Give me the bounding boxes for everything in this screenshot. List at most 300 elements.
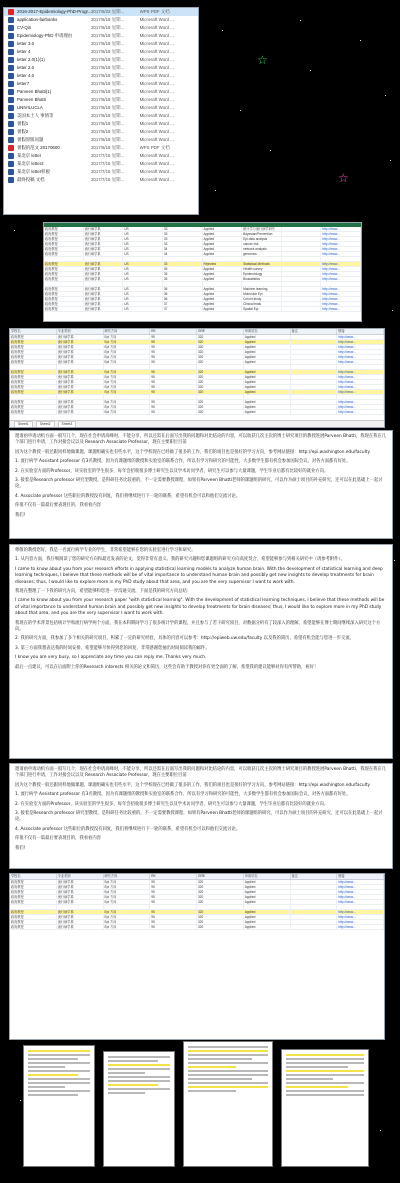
table-cell: 流行病学系 bbox=[57, 880, 104, 884]
table-cell: Epi 方向 bbox=[104, 400, 151, 404]
table-cell bbox=[244, 395, 291, 399]
table-cell: 政府教授 bbox=[10, 385, 57, 389]
table-cell: 政府教授 bbox=[10, 375, 57, 379]
table-cell: http://www... bbox=[321, 292, 361, 296]
table-cell bbox=[282, 292, 322, 296]
document-paragraph: 1. 流行病学 Assistant professor 有3名教授，因为有课题组的教授和实验室的联系合作，所以有学习和研究的可能性，大多数学生都有机会参加国际会议，对各方面都有好处。 bbox=[15, 459, 351, 465]
file-type: Microsoft Word ... bbox=[139, 57, 174, 62]
file-date: 2017/6/19 星期... bbox=[90, 57, 125, 62]
table-cell: 95 bbox=[150, 385, 197, 389]
word-file-icon bbox=[8, 137, 14, 143]
file-name: letter 2.0(1)(1) bbox=[17, 57, 45, 62]
file-type: Microsoft Word ... bbox=[139, 97, 174, 102]
table-cell: 流行病学系 bbox=[84, 242, 124, 246]
document-paragraph: 因为这个教授一般还跟同样地做课题，课题组确实也有些水平，这个学校现在已经做了很多的工作，我们的项目也是很好的学习方向，参考网站链接：http://epi.washington.edu/faculty bbox=[15, 449, 371, 455]
table-cell: 95 bbox=[150, 380, 197, 384]
table-cell: 33 bbox=[163, 237, 203, 241]
file-row[interactable] bbox=[4, 136, 198, 144]
table-cell: 政府教授 bbox=[44, 287, 84, 291]
table-cell: 33 bbox=[163, 227, 203, 231]
table-cell: Epi 方向 bbox=[104, 390, 151, 394]
table-cell: 320 bbox=[197, 360, 244, 364]
table-cell: 政府教授 bbox=[44, 227, 84, 231]
table-cell: Applied bbox=[244, 355, 291, 359]
thumbnail-2 bbox=[104, 1052, 174, 1166]
sheet-tab[interactable]: Sheet3 bbox=[58, 421, 77, 428]
table-cell: 流行病学系 bbox=[84, 297, 124, 301]
file-row[interactable] bbox=[4, 96, 198, 104]
table-cell: 政府教授 bbox=[10, 370, 57, 374]
table-cell bbox=[123, 257, 163, 261]
document-paragraph: 3. 接着是Research professor 研究型教授，是科研任务比较重的，不一定需要教授课程，如果有Parveen Bhatti老师的课题组的研究，可以作为硕士项目的补充研究，还可以在此基础上一起讨论。 bbox=[15, 478, 383, 490]
file-date: 2017/6/19 星期... bbox=[90, 137, 125, 142]
document-panel-1 bbox=[10, 431, 392, 538]
table-cell: http://www... bbox=[337, 360, 384, 364]
table-cell: 流行病学系 bbox=[84, 302, 124, 306]
table-cell bbox=[282, 272, 322, 276]
table-cell bbox=[291, 925, 338, 929]
table-cell bbox=[57, 365, 104, 369]
table-cell: 95 bbox=[150, 925, 197, 929]
file-row[interactable] bbox=[4, 40, 198, 48]
table-cell: 政府教授 bbox=[10, 880, 57, 884]
table-cell: Applied bbox=[203, 297, 243, 301]
table-cell: 流行病学系 bbox=[57, 410, 104, 414]
table-cell: Applied bbox=[244, 390, 291, 394]
file-name: 某北京 letter样板 bbox=[17, 169, 50, 174]
file-name: 某北京 letter bbox=[17, 153, 42, 158]
table-cell: 95 bbox=[150, 350, 197, 354]
table-cell: 320 bbox=[197, 920, 244, 924]
table-cell bbox=[291, 335, 338, 339]
table-cell bbox=[150, 395, 197, 399]
table-cell: 320 bbox=[197, 355, 244, 359]
table-cell: 95 bbox=[150, 890, 197, 894]
table-cell bbox=[163, 282, 203, 286]
table-cell: US bbox=[123, 247, 163, 251]
file-type: Microsoft Word ... bbox=[139, 25, 174, 30]
table-cell: 35 bbox=[163, 272, 203, 276]
table-cell bbox=[337, 395, 384, 399]
table-cell: 政府教授 bbox=[10, 910, 57, 914]
table-cell bbox=[291, 355, 338, 359]
table-cell: Epi 方向 bbox=[104, 375, 151, 379]
table-cell: http://www... bbox=[337, 410, 384, 414]
spreadsheet-panel-3 bbox=[10, 874, 384, 1039]
table-cell: http://www... bbox=[321, 287, 361, 291]
table-cell: http://www... bbox=[337, 345, 384, 349]
table-cell: http://www... bbox=[337, 355, 384, 359]
table-cell: http://www... bbox=[321, 237, 361, 241]
table-cell: US bbox=[123, 237, 163, 241]
table-cell bbox=[84, 257, 124, 261]
table-cell: 政府教授 bbox=[44, 307, 84, 311]
document-paragraph: 我现在的学术背景包括统计学和流行病学两个方面，我在本科期间学习了很多统计学的课程，并且参与了若干研究项目，对数据分析有了较深入的理解，希望能够在博士期间继续深入研究这个方向。 bbox=[15, 620, 381, 633]
file-name: 某北京 letter2 bbox=[17, 161, 44, 166]
file-type: Microsoft Word ... bbox=[139, 65, 174, 70]
file-row[interactable] bbox=[4, 160, 198, 168]
thumbnail-3 bbox=[184, 1042, 272, 1166]
table-cell: Applied bbox=[203, 287, 243, 291]
table-cell: 政府教授 bbox=[10, 360, 57, 364]
word-file-icon bbox=[8, 81, 14, 87]
green-star-icon: ☆ bbox=[257, 53, 268, 67]
table-cell: Health survey bbox=[242, 267, 282, 271]
table-cell bbox=[291, 360, 338, 364]
file-name: CV-Qin bbox=[17, 25, 32, 30]
file-type: Microsoft Word ... bbox=[139, 89, 174, 94]
table-cell: Epi 方向 bbox=[104, 890, 151, 894]
file-date: 2017/6/19 星期... bbox=[90, 73, 125, 78]
table-cell bbox=[282, 267, 322, 271]
table-cell: http://www... bbox=[337, 900, 384, 904]
file-type: Microsoft Word ... bbox=[139, 153, 174, 158]
table-cell: Epi 方向 bbox=[104, 345, 151, 349]
table-cell: US bbox=[123, 302, 163, 306]
table-cell: Epi 方向 bbox=[104, 335, 151, 339]
table-cell: 34 bbox=[163, 252, 203, 256]
table-cell bbox=[104, 905, 151, 909]
file-name: Parveen Bhatti(1) bbox=[17, 89, 52, 94]
table-cell: US bbox=[123, 227, 163, 231]
file-row[interactable] bbox=[4, 176, 198, 184]
table-cell: Applied bbox=[244, 400, 291, 404]
table-cell: 政府教授 bbox=[10, 390, 57, 394]
table-cell: Applied bbox=[244, 375, 291, 379]
table-cell bbox=[44, 257, 84, 261]
spreadsheet-panel-1 bbox=[44, 223, 361, 321]
table-cell: Epi data analysis bbox=[242, 237, 282, 241]
table-cell: Applied bbox=[203, 247, 243, 251]
table-cell: 35 bbox=[163, 277, 203, 281]
file-type: Microsoft Word ... bbox=[139, 169, 174, 174]
table-cell: 35 bbox=[163, 267, 203, 271]
file-row[interactable] bbox=[4, 72, 198, 80]
file-row[interactable] bbox=[4, 120, 198, 128]
file-date: 2017/7/16 星期... bbox=[90, 153, 125, 158]
document-paragraph: 你很不仅有一篇最后要表现目的，我看看内容 bbox=[15, 503, 101, 509]
table-cell: Applied bbox=[203, 227, 243, 231]
file-date: 2017/6/19 星期... bbox=[90, 113, 125, 118]
table-cell: http://www... bbox=[337, 375, 384, 379]
table-cell: Applied bbox=[244, 920, 291, 924]
table-cell: 流行病学系 bbox=[84, 227, 124, 231]
table-cell: 流行病学系 bbox=[84, 252, 124, 256]
document-panel-2 bbox=[10, 545, 392, 758]
document-panel-3 bbox=[10, 764, 392, 868]
table-cell: 流行病学系 bbox=[84, 262, 124, 266]
file-type: Microsoft Word ... bbox=[139, 121, 174, 126]
table-cell: 95 bbox=[150, 355, 197, 359]
sheet1-grid bbox=[44, 227, 361, 312]
document-paragraph: 我们! bbox=[15, 512, 26, 518]
file-name: UNIVILUCLA bbox=[17, 105, 43, 110]
file-row[interactable] bbox=[4, 128, 198, 136]
table-cell: US bbox=[123, 292, 163, 296]
file-name: 暑假1 bbox=[17, 121, 29, 126]
table-cell: 政府教授 bbox=[10, 900, 57, 904]
table-cell bbox=[291, 885, 338, 889]
table-cell: http://www... bbox=[321, 302, 361, 306]
file-date: 2017/6/19 星期... bbox=[90, 49, 125, 54]
file-date: 2017/6/19 星期... bbox=[90, 65, 125, 70]
table-cell: http://www... bbox=[337, 335, 384, 339]
table-cell: 95 bbox=[150, 920, 197, 924]
word-file-icon bbox=[8, 169, 14, 175]
table-cell: 95 bbox=[150, 345, 197, 349]
document-paragraph: 1. 从内容方面，我仔细阅读了您的研究方向和最近发表的论文，觉得非常有意义。我的研究兴趣和您课题组的研究方向高度契合，希望能够参与到相关研究中（请参考附件）。 bbox=[15, 557, 345, 563]
file-type: Microsoft Word ... bbox=[139, 33, 174, 38]
sheet2-grid bbox=[10, 335, 384, 415]
table-cell: Applied bbox=[203, 237, 243, 241]
table-cell: Applied bbox=[244, 915, 291, 919]
document-paragraph: 我们! bbox=[15, 845, 26, 851]
table-cell bbox=[291, 345, 338, 349]
file-row[interactable] bbox=[4, 8, 198, 16]
file-row[interactable] bbox=[4, 24, 198, 32]
table-cell: 95 bbox=[150, 405, 197, 409]
table-cell: 流行病学系 bbox=[57, 370, 104, 374]
file-type: Microsoft Word ... bbox=[139, 113, 174, 118]
table-cell: Epi 方向 bbox=[104, 885, 151, 889]
document-paragraph: 3. 接着是Research professor 研究型教授，是科研任务比较重的，不一定需要教授课程，如果有Parveen Bhatti老师的课题组的研究，可以作为硕士项目的补充研究，还可以在此基础上一起讨论。 bbox=[15, 811, 383, 823]
document-paragraph: 2. 我的研究方面，我参加了多个相关的研究项目，积累了一定的研究经验，具体的内容可以参考：http://epiweb.uw.edu/faculty 以及我的简历，希望有机会能与您进一步交流。 bbox=[15, 636, 354, 642]
table-cell: 流行病学系 bbox=[84, 237, 124, 241]
table-cell: Machine learning bbox=[242, 287, 282, 291]
table-cell: Epi 方向 bbox=[104, 380, 151, 384]
table-cell: 36 bbox=[163, 292, 203, 296]
word-file-icon bbox=[8, 65, 14, 71]
table-cell: 流行病学系 bbox=[57, 360, 104, 364]
table-cell: 流行病学系 bbox=[57, 345, 104, 349]
table-cell bbox=[282, 277, 322, 281]
table-cell bbox=[282, 282, 322, 286]
file-type: WPS PDF 文档 bbox=[139, 9, 170, 14]
table-cell bbox=[244, 365, 291, 369]
word-file-icon bbox=[8, 113, 14, 119]
table-cell bbox=[291, 910, 338, 914]
file-name: application-fairbanks bbox=[17, 17, 58, 22]
table-cell: 政府教授 bbox=[44, 262, 84, 266]
table-cell: http://www... bbox=[321, 307, 361, 311]
sheet-tab[interactable]: Sheet1 bbox=[14, 421, 33, 428]
table-cell: 政府教授 bbox=[10, 920, 57, 924]
file-row[interactable] bbox=[4, 112, 198, 120]
table-cell: http://www... bbox=[321, 232, 361, 236]
document-paragraph: 4. Associate professor 这些职位的教授没有回复，我们将继续进行下一轮的联系，希望有机会可以和他们交流讨论。 bbox=[15, 493, 240, 499]
file-row[interactable] bbox=[4, 48, 198, 56]
file-name: Parveen Bhatti bbox=[17, 97, 46, 102]
table-cell: US bbox=[123, 242, 163, 246]
file-row[interactable] bbox=[4, 152, 198, 160]
table-cell: 流行病学系 bbox=[57, 925, 104, 929]
table-cell: 320 bbox=[197, 895, 244, 899]
table-cell bbox=[291, 385, 338, 389]
table-cell: Applied bbox=[244, 910, 291, 914]
table-cell: Applied bbox=[203, 272, 243, 276]
table-cell: Epi 方向 bbox=[104, 895, 151, 899]
table-cell bbox=[44, 282, 84, 286]
table-cell: 统计学与流行病学研究 bbox=[242, 227, 282, 231]
table-cell: http://www... bbox=[337, 925, 384, 929]
table-cell: http://www... bbox=[337, 380, 384, 384]
table-cell: 流行病学系 bbox=[84, 287, 124, 291]
table-cell: Epi 方向 bbox=[104, 360, 151, 364]
column-header: 专业类别 bbox=[57, 874, 104, 879]
column-header: RK bbox=[150, 329, 197, 334]
file-row[interactable] bbox=[4, 16, 198, 24]
table-cell: cancer risk bbox=[242, 242, 282, 246]
table-cell: http://www... bbox=[337, 880, 384, 884]
table-cell: Epi 方向 bbox=[104, 370, 151, 374]
file-date: 2017/6/19 星期... bbox=[90, 89, 125, 94]
file-row[interactable] bbox=[4, 88, 198, 96]
file-type: Microsoft Word ... bbox=[139, 177, 174, 182]
table-cell bbox=[163, 257, 203, 261]
table-cell: 320 bbox=[197, 400, 244, 404]
table-cell: 95 bbox=[150, 375, 197, 379]
table-cell: 流行病学系 bbox=[57, 920, 104, 924]
table-cell: 320 bbox=[197, 880, 244, 884]
file-row[interactable] bbox=[4, 56, 198, 64]
document-paragraph: 因为这个教授一般还跟同样地做课题，课题组确实也有些水平，这个学校现在已经做了很多的工作，我们的项目也是很好的学习方向，参考网站链接：http://epi.washington.edu/faculty bbox=[15, 782, 371, 788]
table-cell bbox=[291, 905, 338, 909]
table-cell bbox=[150, 365, 197, 369]
table-cell: 36 bbox=[163, 287, 203, 291]
table-cell: 政府教授 bbox=[44, 237, 84, 241]
column-header: 申请状态 bbox=[244, 329, 291, 334]
table-cell: 流行病学系 bbox=[57, 375, 104, 379]
table-cell: Epi 方向 bbox=[104, 880, 151, 884]
table-cell: 320 bbox=[197, 370, 244, 374]
file-type: Microsoft Word ... bbox=[139, 73, 174, 78]
file-date: 2017/6/19 星期... bbox=[90, 17, 125, 22]
table-cell bbox=[244, 905, 291, 909]
table-cell: Epi 方向 bbox=[104, 915, 151, 919]
table-cell: 政府教授 bbox=[44, 267, 84, 271]
column-header: 链接 bbox=[337, 329, 384, 334]
table-cell: 320 bbox=[197, 340, 244, 344]
table-cell: Applied bbox=[203, 252, 243, 256]
table-cell bbox=[282, 227, 322, 231]
table-cell: US bbox=[123, 272, 163, 276]
document-paragraph: 2. 在实验室方面的Professor，该实验室的学生很多，每年会招收很多博士研究生以及学术访问学者，研究生可以参与大量课题，学生毕业后都有比较好的就业方向。 bbox=[15, 801, 329, 807]
table-cell: Bayesian/Prevention bbox=[242, 232, 282, 236]
table-cell: http://www... bbox=[321, 267, 361, 271]
table-cell bbox=[291, 400, 338, 404]
table-cell: Applied bbox=[244, 925, 291, 929]
table-cell: Applied bbox=[203, 242, 243, 246]
table-cell: Applied bbox=[203, 292, 243, 296]
table-cell bbox=[291, 915, 338, 919]
table-cell: http://www... bbox=[337, 890, 384, 894]
word-file-icon bbox=[8, 153, 14, 159]
file-name: 2016-2017-Epidemiology-PhD-Progr... bbox=[17, 9, 91, 14]
table-cell: http://www... bbox=[321, 297, 361, 301]
table-cell bbox=[282, 232, 322, 236]
table-cell: http://www... bbox=[337, 910, 384, 914]
document-paragraph: 最后一点建议，可以在后面附上你的Research interests 相关的论文和简历，这些会有助于教授对你有更全面的了解，希望我的建议能够对你有所帮助，祝好！ bbox=[15, 664, 319, 670]
table-cell bbox=[282, 257, 322, 261]
table-cell: Applied bbox=[203, 307, 243, 311]
table-row bbox=[44, 307, 361, 312]
table-cell bbox=[321, 282, 361, 286]
column-header: 学校名 bbox=[10, 874, 57, 879]
document-paragraph: 邀请函申请动机方面一般写几个，现在社会申请高峰时，不能分享，所以还需在后面写出我的问题和对比结论的内容，可以收获几次主次的博士研究项目的教授进展Parveen Bhatti，我现在我在几个部门进行申请，工作对接会议以及 Research Associate Professor，现在主要职位目前 bbox=[15, 767, 387, 779]
word-file-icon bbox=[8, 25, 14, 31]
table-cell: 95 bbox=[150, 900, 197, 904]
word-file-icon bbox=[8, 73, 14, 79]
table-cell: 流行病学系 bbox=[57, 385, 104, 389]
document-paragraph: 4. Associate professor 这些职位的教授没有回复，我们将继续进行下一轮的联系，希望有机会可以和他们交流讨论。 bbox=[15, 826, 240, 832]
file-type: WPS PDF 文档 bbox=[139, 145, 170, 150]
file-date: 2017/7/16 星期... bbox=[90, 177, 125, 182]
table-cell bbox=[104, 395, 151, 399]
table-cell: 政府教授 bbox=[10, 350, 57, 354]
table-cell: 37 bbox=[163, 307, 203, 311]
table-cell bbox=[291, 340, 338, 344]
file-row[interactable] bbox=[4, 144, 198, 152]
file-name: letter 4.0 bbox=[17, 73, 35, 78]
table-cell: Applied bbox=[244, 885, 291, 889]
table-cell: 流行病学系 bbox=[57, 335, 104, 339]
file-row[interactable] bbox=[4, 168, 198, 176]
table-cell: 流行病学系 bbox=[84, 247, 124, 251]
table-cell bbox=[291, 365, 338, 369]
table-cell: 政府教授 bbox=[44, 302, 84, 306]
column-header: 研究方向 bbox=[104, 874, 151, 879]
table-cell: http://www... bbox=[337, 390, 384, 394]
word-file-icon bbox=[8, 33, 14, 39]
table-cell bbox=[291, 410, 338, 414]
table-cell: http://www... bbox=[337, 400, 384, 404]
document-thumbnails bbox=[24, 1042, 370, 1170]
file-row[interactable] bbox=[4, 64, 198, 72]
file-name: letter 4 bbox=[17, 49, 31, 54]
column-header: GRE bbox=[197, 874, 244, 879]
file-date: 2017/7/16 星期... bbox=[90, 161, 125, 166]
table-cell: Applied bbox=[244, 890, 291, 894]
table-cell: 320 bbox=[197, 405, 244, 409]
table-cell: Epi 方向 bbox=[104, 350, 151, 354]
table-cell: Epi 方向 bbox=[104, 355, 151, 359]
table-cell: 95 bbox=[150, 390, 197, 394]
sheet-tab[interactable]: Sheet2 bbox=[36, 421, 55, 428]
file-name: letter 3.0 bbox=[17, 41, 35, 46]
table-cell bbox=[291, 405, 338, 409]
file-row[interactable] bbox=[4, 32, 198, 40]
table-cell: 320 bbox=[197, 380, 244, 384]
table-cell: Applied bbox=[203, 277, 243, 281]
file-row[interactable] bbox=[4, 104, 198, 112]
file-row[interactable] bbox=[4, 80, 198, 88]
table-cell: 320 bbox=[197, 350, 244, 354]
table-cell: US bbox=[123, 277, 163, 281]
pink-star-icon: ☆ bbox=[338, 171, 349, 185]
column-header: GRE bbox=[197, 329, 244, 334]
sheet-tabs bbox=[10, 420, 384, 427]
table-cell: http://www... bbox=[321, 252, 361, 256]
table-cell: Cohort study bbox=[242, 297, 282, 301]
file-type: Microsoft Word ... bbox=[139, 49, 174, 54]
table-cell bbox=[291, 895, 338, 899]
word-file-icon bbox=[8, 41, 14, 47]
table-cell: 36 bbox=[163, 297, 203, 301]
table-cell: Applied bbox=[244, 360, 291, 364]
table-cell bbox=[57, 395, 104, 399]
table-cell: 政府教授 bbox=[10, 925, 57, 929]
table-cell: 流行病学系 bbox=[57, 405, 104, 409]
